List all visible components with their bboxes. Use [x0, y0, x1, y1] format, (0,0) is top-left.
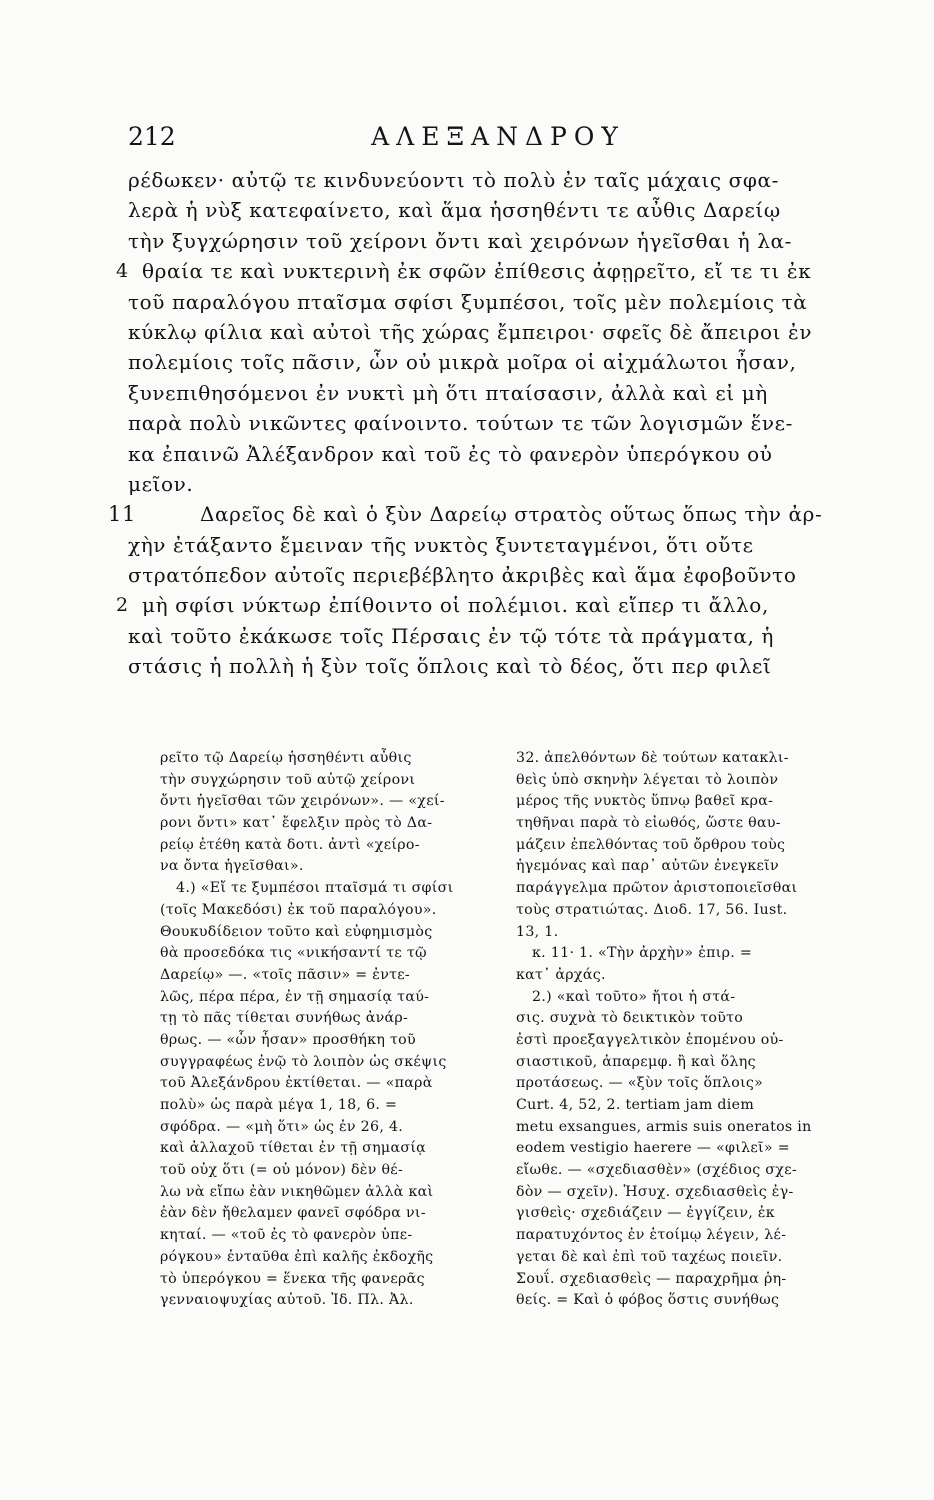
note-line: τηθῆναι παρὰ τὸ εἰωθός, ὥστε θαυ- [516, 815, 781, 832]
text-line [128, 530, 850, 560]
note-line: metu exsangues, armis suis oneratos in [516, 1118, 812, 1135]
text-line [128, 226, 850, 256]
note-line: παράγγελμα πρῶτον ἀριστοποιεῖσθαι [516, 880, 798, 897]
page-header [128, 118, 848, 158]
line-text: κα ἐπαινῶ Ἀλέξανδρον καὶ τοῦ ἐς τὸ φανερὸν ὑπερόγκου οὐ [128, 441, 773, 466]
note-line: τὴν συγχώρησιν τοῦ αὐτῷ χείρονι [160, 771, 416, 788]
note-line: μάζειν ἐπελθόντας τοῦ ὄρθρου τοὺς [516, 836, 786, 853]
note-line: τοῦ οὐχ ὅτι (= οὐ μόνον) δὲν θέ- [160, 1162, 404, 1179]
note-line: Θουκυδίδειον τοῦτο καὶ εὐφημισμὸς [160, 923, 433, 940]
notes-right-column [516, 748, 846, 1312]
note-line: 13, 1. [516, 923, 559, 940]
note-line: να ὄντα ἡγεῖσθαι». [160, 858, 304, 875]
line-text: παρὰ πολὺ νικῶντες φαίνοιντο. τούτων τε τῶν λογισμῶν ἕνε- [128, 411, 793, 436]
note-line: παρατυχόντος ἐν ἑτοίμῳ λέγειν, λέ- [516, 1227, 787, 1244]
line-text: ρέδωκεν· αὐτῷ τε κινδυνεύοντι τὸ πολὺ ἐν ταῖς μάχαις σφα- [128, 168, 779, 192]
note-line: 2.) «καὶ τοῦτο» ἤτοι ἡ στά- [532, 988, 736, 1005]
note-line: (τοῖς Μακεδόσι) ἐκ τοῦ παραλόγου». [160, 901, 437, 918]
note-line: Curt. 4, 52, 2. tertiam jam diem [516, 1097, 755, 1113]
note-line: λῶς, πέρα πέρα, ἐν τῇ σημασίᾳ ταύ- [160, 988, 430, 1005]
note-line: μέρος τῆς νυκτὸς ὕπνῳ βαθεῖ κρα- [516, 793, 774, 810]
note-line: ρείῳ ἐτέθη κατὰ δοτι. ἀντὶ «χείρο- [160, 836, 420, 853]
note-line: γενναιοψυχίας αὐτοῦ. Ἰδ. Πλ. Ἀλ. [160, 1292, 414, 1309]
note-line: ρόγκου» ἐνταῦθα ἐπὶ καλῆς ἐκδοχῆς [160, 1248, 434, 1265]
note-line: τοῦ Ἀλεξάνδρου ἐκτίθεται. — «παρὰ [160, 1075, 433, 1092]
note-line: εἴωθε. — «σχεδιασθὲν» (σχέδιος σχε- [516, 1162, 797, 1179]
note-line: ἐστὶ προεξαγγελτικὸν ἑπομένου οὐ- [516, 1031, 784, 1048]
note-line: ὄντι ἡγεῖσθαι τῶν χειρόνων». — «χεί- [160, 793, 445, 810]
text-line [128, 469, 850, 499]
line-text: στρατόπεδον αὐτοῖς περιεβέβλητο ἀκριβὲς καὶ ἅμα ἐφοβοῦντο [128, 563, 797, 588]
note-line: συγγραφέως ἐνῷ τὸ λοιπὸν ὡς σκέψις [160, 1053, 447, 1070]
line-text: μεῖον. [128, 471, 194, 496]
note-line: 4.) «Εἴ τε ξυμπέσοι πταῖσμά τι σφίσι [176, 880, 454, 897]
note-line: γισθεὶς· σχεδιάζειν — ἐγγίζειν, ἐκ [516, 1205, 775, 1222]
text-line [128, 195, 850, 225]
note-line: ρονι ὄντι» κατ᾿ ἔφελξιν πρὸς τὸ Δα- [160, 815, 433, 832]
line-text: θραία τε καὶ νυκτερινὴ ἐκ σφῶν ἐπίθεσις ἀφῃρεῖτο, εἴ τε τι ἐκ [142, 259, 812, 284]
running-title: ΑΛΕΞΑΝΔΡΟΥ [371, 122, 625, 151]
note-line: θρως. — «ὧν ἦσαν» προσθήκη τοῦ [160, 1031, 416, 1048]
line-text: Δαρεῖος δὲ καὶ ὁ ξὺν Δαρείῳ στρατὸς οὕτως ὅπως τὴν ἀρ- [200, 502, 823, 527]
section-number: 2 [116, 594, 129, 617]
note-line: σφόδρα. — «μὴ ὅτι» ὡς ἐν 26, 4. [160, 1118, 404, 1135]
line-text: πολεμίοις τοῖς πᾶσιν, ὧν οὐ μικρὰ μοῖρα οἱ αἰχμάλωτοι ἦσαν, [128, 350, 797, 375]
note-line: 32. ἀπελθόντων δὲ τούτων κατακλι- [516, 750, 789, 766]
line-text: κύκλῳ φίλια καὶ αὐτοὶ τῆς χώρας ἔμπειροι· σφεῖς δὲ ἄπειροι ἐν [128, 319, 813, 344]
text-line [128, 347, 850, 377]
line-text: τοῦ παραλόγου πταῖσμα σφίσι ξυμπέσοι, τοῖς μὲν πολεμίοις τὰ [128, 289, 808, 314]
page-number: 212 [128, 122, 176, 151]
line-text: καὶ τοῦτο ἐκάκωσε τοῖς Πέρσαις ἐν τῷ τότε τὰ πράγματα, ἡ [128, 623, 775, 648]
commentary-notes [160, 748, 850, 1388]
note-line: πολὺ» ὡς παρὰ μέγα 1, 18, 6. = [160, 1097, 398, 1113]
note-line: τὸ ὑπερόγκου = ἕνεκα τῆς φανερᾶς [160, 1270, 425, 1287]
note-line: κ. 11· 1. «Τὴν ἀρχὴν» ἐπιρ. = [532, 945, 753, 962]
notes-left-column [160, 748, 490, 1312]
text-line [128, 317, 850, 347]
note-line: ἡγεμόνας καὶ παρ᾿ αὐτῶν ἐνεγκεῖν [516, 858, 779, 875]
note-line: κηταί. — «τοῦ ἐς τὸ φανερὸν ὑπε- [160, 1227, 413, 1244]
line-text: ξυνεπιθησόμενοι ἐν νυκτὶ μὴ ὅτι πταίσασιν, ἀλλὰ καὶ εἰ μὴ [128, 380, 768, 405]
note-line: λω νὰ εἴπω ἐὰν νικηθῶμεν ἀλλὰ καὶ [160, 1183, 434, 1200]
note-line: θεὶς ὑπὸ σκηνὴν λέγεται τὸ λοιπὸν [516, 771, 779, 788]
text-line [128, 378, 850, 408]
line-text: στάσις ἡ πολλὴ ἡ ξὺν τοῖς ὅπλοις καὶ τὸ δέος, ὅτι περ φιλεῖ [128, 654, 772, 679]
note-line: ἐὰν δὲν ἤθελαμεν φανεῖ σφόδρα νι- [160, 1205, 426, 1222]
text-line [128, 621, 850, 651]
note-line: Δαρείῳ» —. «τοῖς πᾶσιν» = ἐντε- [160, 966, 411, 983]
line-text: τὴν ξυγχώρησιν τοῦ χείρονι ὄντι καὶ χειρόνων ἡγεῖσθαι ἡ λα- [128, 228, 792, 253]
note-line: θὰ προσεδόκα τις «νικήσαντί τε τῷ [160, 945, 427, 962]
note-line: τῃ τὸ πᾶς τίθεται συνήθως ἀνάρ- [160, 1010, 409, 1027]
note-line: κατ᾿ ἀρχάς. [516, 966, 606, 983]
note-line: σις. συχνὰ τὸ δεικτικὸν τοῦτο [516, 1010, 744, 1027]
note-line: δὸν — σχεῖν). Ἡσυχ. σχεδιασθεὶς ἐγ- [516, 1183, 794, 1200]
line-text: χὴν ἐτάξαντο ἔμειναν τῆς νυκτὸς ξυντεταγμένοι, ὅτι οὔτε [128, 532, 754, 557]
note-line: eodem vestigio haerere — «φιλεῖ» = [516, 1140, 790, 1157]
chapter-number: 11 [108, 502, 136, 527]
text-line [128, 439, 850, 469]
note-line: σιαστικοῦ, ἀπαρεμφ. ἢ καὶ ὅλης [516, 1053, 756, 1070]
section-number: 4 [116, 260, 129, 283]
note-line: τοὺς στρατιώτας. Διοδ. 17, 56. Iust. [516, 901, 788, 918]
text-line [116, 590, 850, 620]
note-line: θείς. = Καὶ ὁ φόβος ὅστις συνήθως [516, 1292, 780, 1309]
text-line [128, 560, 850, 590]
note-line: Σουΐ. σχεδιασθεὶς — παραχρῆμα ῥη- [516, 1270, 787, 1287]
note-line: ρεῖτο τῷ Δαρείῳ ἡσσηθέντι αὖθις [160, 750, 412, 766]
text-line [128, 408, 850, 438]
line-text: λερὰ ἡ νὺξ κατεφαίνετο, καὶ ἅμα ἡσσηθέντι τε αὖθις Δαρείῳ [128, 198, 781, 223]
text-line [128, 165, 850, 195]
line-text: μὴ σφίσι νύκτωρ ἐπίθοιντο οἱ πολέμιοι. καὶ εἴπερ τι ἄλλο, [142, 593, 769, 618]
note-line: καὶ ἀλλαχοῦ τίθεται ἐν τῇ σημασίᾳ [160, 1140, 427, 1157]
main-text-block [108, 165, 850, 682]
note-line: προτάσεως. — «ξὺν τοῖς ὅπλοις» [516, 1075, 764, 1092]
note-line: γεται δὲ καὶ ἐπὶ τοῦ ταχέως ποιεῖν. [516, 1248, 783, 1265]
text-line [116, 256, 850, 286]
text-line [108, 499, 850, 529]
text-line [128, 287, 850, 317]
text-line [128, 651, 850, 681]
